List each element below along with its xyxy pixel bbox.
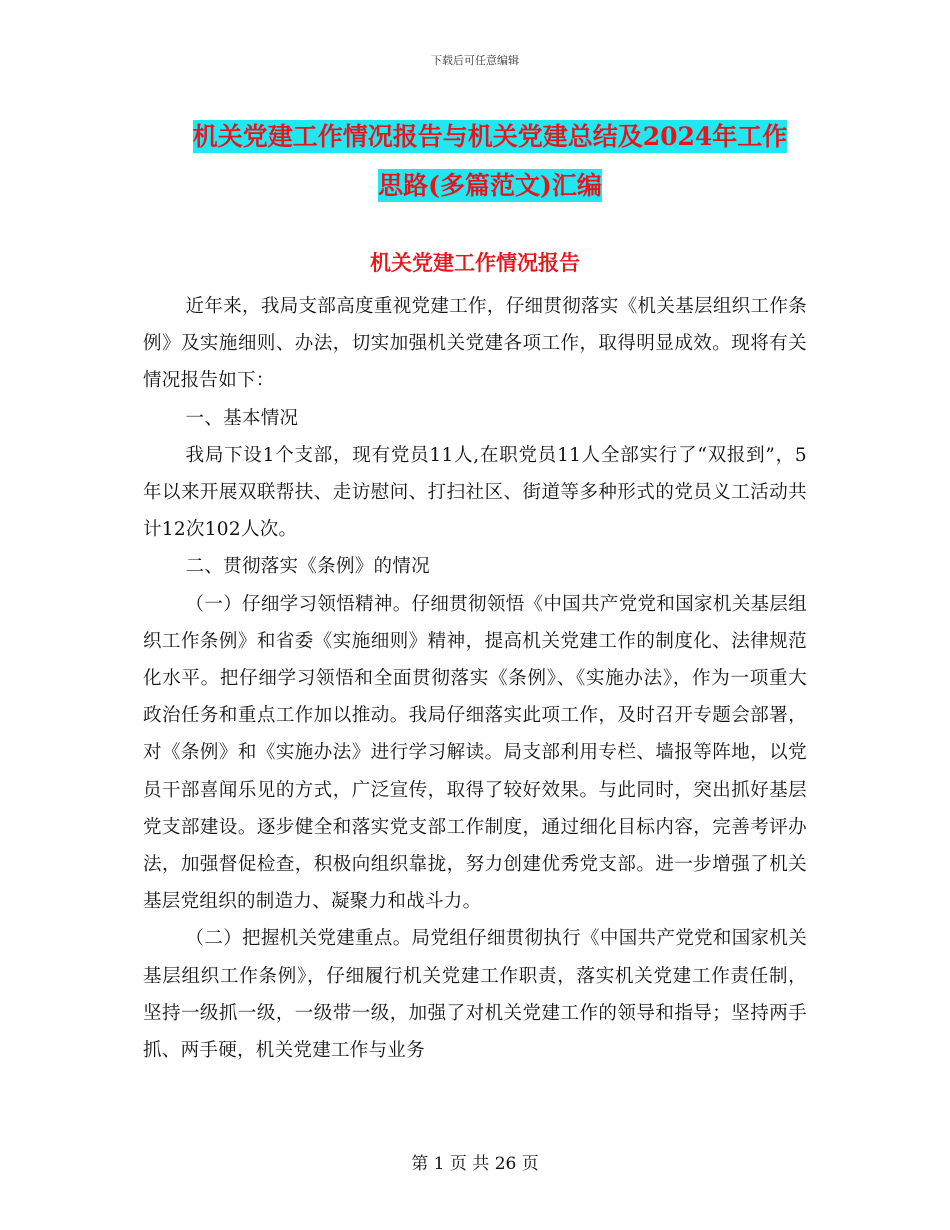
paragraph-heading: 二、贯彻落实《条例》的情况	[185, 556, 430, 578]
document-title-line-1: 机关党建工作情况报告与机关党建总结及2024年工作	[192, 122, 788, 151]
document-title-line-2: 思路(多篇范文)汇编	[378, 171, 602, 200]
paragraph-heading: 一、基本情况	[185, 407, 299, 429]
paragraph: 近年来，我局支部高度重视党建工作，仔细贯彻落实《机关基层组织工作条例》及实施细则、办法，切实加强机关党建各项工作，取得明显成效。现将有关情况报告如下：	[143, 296, 807, 392]
page-number: 第 1 页 共 26 页	[411, 1154, 539, 1174]
section-title: 机关党建工作情况报告	[370, 250, 580, 275]
paragraph: （二）把握机关党建重点。局党组仔细贯彻执行《中国共产党党和国家机关基层组织工作条例》，仔细履行机关党建工作职责，落实机关党建工作责任制，坚持一级抓一级，一级带一级，加强了对机关党建工作的领导和指导；坚持两手抓、两手硬，机关党建工作与业务	[143, 928, 807, 1062]
page-header-note: 下载后可任意编辑	[431, 54, 519, 67]
document-body	[143, 288, 807, 1069]
paragraph: （一）仔细学习领悟精神。仔细贯彻领悟《中国共产党党和国家机关基层组织工作条例》和省委《实施细则》精神，提高机关党建工作的制度化、法律规范化水平。把仔细学习领悟和全面贯彻落实《条例》、《实施办法》，作为一项重大政治任务和重点工作加以推动。我局仔细落实此项工作，及时召开专题会部署，对《条例》和《实施办法》进行学习解读。局支部利用专栏、墙报等阵地，以党员干部喜闻乐见的方式，广泛宣传，取得了较好效果。与此同时，突出抓好基层党支部建设。逐步健全和落实党支部工作制度，通过细化目标内容，完善考评办法，加强督促检查，积极向组织靠拢，努力创建优秀党支部。进一步增强了机关基层党组织的制造力、凝聚力和战斗力。	[143, 593, 807, 913]
paragraph: 我局下设1个支部，现有党员11人,在职党员11人全部实行了“双报到”，5年以来开展双联帮扶、走访慰问、打扫社区、街道等多种形式的党员义工活动共计12次102人次。	[143, 444, 807, 541]
document-title	[140, 112, 840, 210]
